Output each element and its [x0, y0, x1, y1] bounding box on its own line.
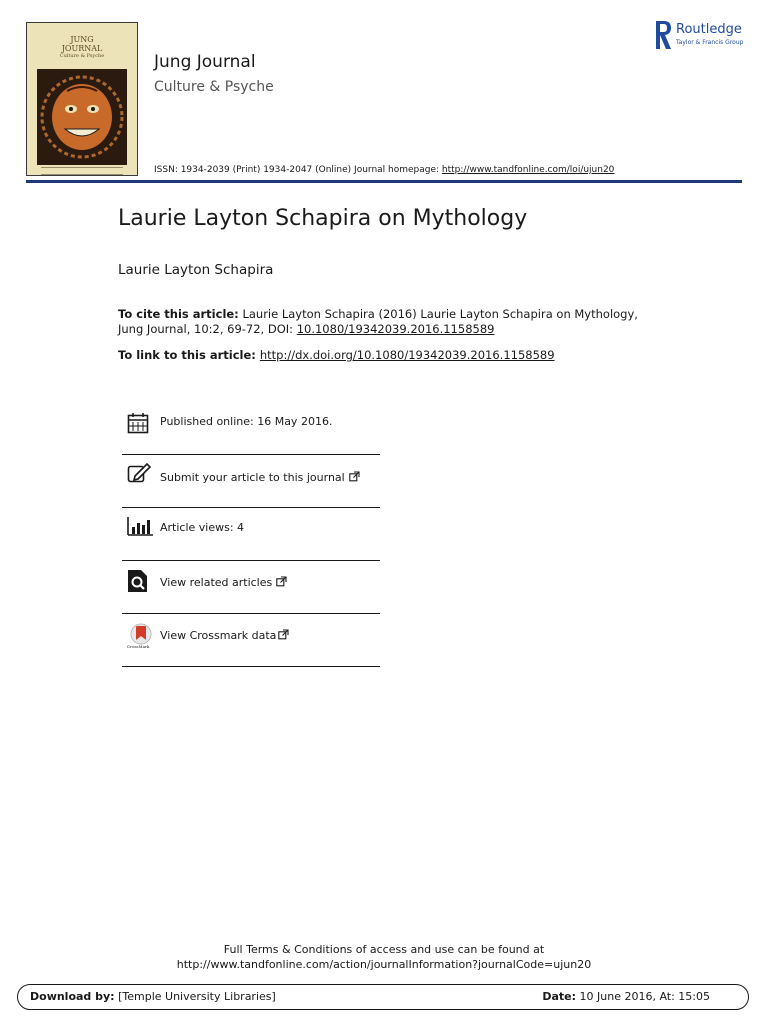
cite-text: Laurie Layton Schapira (2016) Laurie Layton Schapira on Mythology, Jung Journal, 10:2, 69-72, DOI: [118, 307, 638, 336]
cite-label: To cite this article: [118, 307, 239, 321]
submit-article-row[interactable] [122, 455, 380, 499]
related-articles-label[interactable] [160, 576, 287, 589]
info-divider [122, 666, 380, 667]
journal-name: Jung Journal [154, 52, 256, 72]
related-articles-text: View related articles [160, 576, 273, 589]
article-title: Laurie Layton Schapira on Mythology [118, 206, 528, 231]
download-date [542, 990, 710, 1003]
issn-line [154, 165, 614, 175]
issn-text: ISSN: 1934-2039 (Print) 1934-2047 (Online) Journal homepage: [154, 165, 442, 175]
download-by [30, 990, 276, 1003]
journal-subtitle: Culture & Psyche [154, 79, 274, 95]
article-link-line [118, 348, 555, 362]
download-by-value: [Temple University Libraries] [114, 990, 276, 1003]
article-views-row [122, 508, 380, 552]
external-link-icon [349, 471, 360, 482]
link-label: To link to this article: [118, 348, 260, 362]
submit-article-label[interactable] [160, 471, 360, 484]
crossmark-logo-text: CrossMark [127, 644, 150, 649]
article-views-label: Article views: 4 [160, 521, 245, 534]
journal-homepage-link[interactable]: http://www.tandfonline.com/loi/ujun20 [441, 165, 615, 175]
header-divider [26, 180, 742, 183]
calendar-icon [127, 412, 149, 434]
download-date-label: Date: [542, 990, 577, 1003]
published-online-row [122, 400, 380, 444]
cover-mask-art [37, 69, 127, 165]
external-link-icon [278, 629, 289, 640]
article-url-link[interactable]: http://dx.doi.org/10.1080/19342039.2016.1158589 [259, 348, 555, 362]
cover-title-line2: JOURNAL [61, 44, 103, 53]
crossmark-row[interactable] [122, 614, 380, 658]
cover-subtitle: Culture & Psyche [59, 53, 105, 59]
citation [118, 307, 648, 337]
submit-article-text: Submit your article to this journal [160, 471, 345, 484]
routledge-r-icon [654, 20, 672, 50]
crossmark-label[interactable] [160, 629, 289, 642]
download-by-label: Download by: [30, 990, 115, 1003]
download-info-bar [17, 984, 749, 1010]
journal-cover-image [26, 22, 138, 176]
published-online-label: Published online: 16 May 2016. [160, 415, 333, 428]
external-link-icon [276, 576, 287, 587]
terms-url-link[interactable]: http://www.tandfonline.com/action/journalInformation?journalCode=ujun20 [176, 958, 592, 971]
download-date-value: 10 June 2016, At: 15:05 [576, 990, 710, 1003]
terms-line-1: Full Terms & Conditions of access and use can be found at [223, 943, 545, 956]
document-search-icon [127, 569, 149, 593]
cover-title-line1: JUNG [70, 35, 94, 44]
doi-link[interactable]: 10.1080/19342039.2016.1158589 [296, 322, 495, 336]
publisher-logo[interactable] [654, 20, 750, 52]
edit-pencil-icon [127, 462, 151, 484]
cover-title [27, 35, 137, 59]
crossmark-text: View Crossmark data [160, 629, 277, 642]
article-author: Laurie Layton Schapira [118, 262, 274, 278]
related-articles-row[interactable] [122, 561, 380, 605]
terms-notice [0, 942, 768, 972]
bar-chart-icon [127, 516, 153, 536]
publisher-subtitle: Taylor & Francis Group [676, 39, 744, 46]
publisher-name: Routledge [676, 22, 742, 37]
cover-footer-band [41, 167, 123, 175]
